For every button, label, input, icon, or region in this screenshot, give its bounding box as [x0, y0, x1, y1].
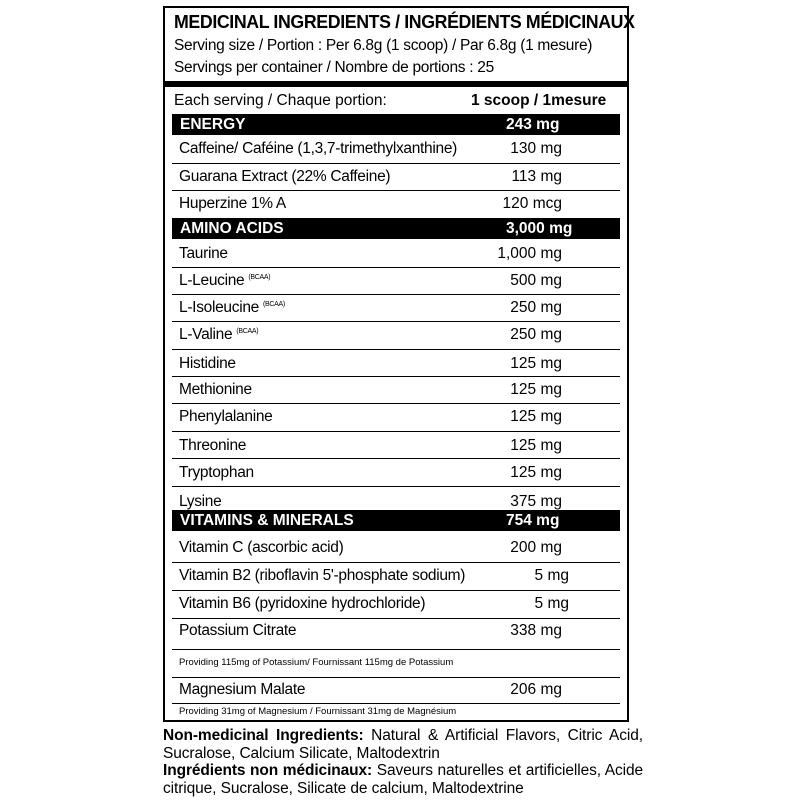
- non-medicinal-fr: [163, 762, 643, 797]
- non-medicinal-fr-label: Ingrédients non médicinaux:: [163, 762, 373, 779]
- section-header-amino-acids: [172, 218, 620, 239]
- ingredient-name-text: L-Leucine: [179, 272, 245, 289]
- section-header-energy: [172, 114, 620, 135]
- ingredient-amount: 338 mg: [510, 622, 562, 639]
- section-total: 3,000 mg: [506, 220, 573, 237]
- ingredient-amount: 125 mg: [510, 355, 562, 372]
- ingredient-name: Magnesium Malate: [179, 681, 306, 698]
- bcaa-tag: (BCAA): [263, 301, 285, 308]
- ingredient-row: [172, 239, 620, 268]
- serving-size: Serving size / Portion : Per 6.8g (1 scoop) / Par 6.8g (1 mesure): [174, 37, 593, 54]
- ingredient-note-row: [172, 649, 620, 678]
- ingredient-row: [172, 590, 620, 619]
- ingredient-amount: 125 mg: [510, 381, 562, 398]
- ingredient-amount: 113 mg: [511, 168, 562, 185]
- ingredient-amount: 125 mg: [510, 437, 562, 454]
- ingredient-row: [172, 677, 620, 704]
- ingredient-row: [172, 294, 620, 322]
- ingredient-name: Taurine: [179, 245, 228, 262]
- ingredient-name: [179, 326, 258, 344]
- ingredient-name-text: L-Isoleucine: [179, 299, 259, 316]
- ingredient-row: [172, 403, 620, 432]
- ingredient-amount: 130 mg: [510, 140, 562, 157]
- non-medicinal-en-label: Non-medicinal Ingredients:: [163, 727, 364, 744]
- ingredient-amount: 120 mcg: [502, 195, 562, 212]
- ingredient-name: Histidine: [179, 355, 236, 372]
- ingredient-row: [172, 349, 620, 377]
- ingredient-row: [172, 163, 620, 191]
- ingredient-name: Lysine: [179, 493, 222, 510]
- ingredient-amount: 125 mg: [510, 464, 562, 481]
- ingredient-row: [172, 562, 620, 591]
- ingredient-note-row: [172, 703, 620, 720]
- non-medicinal-en-text: Natural & Artificial Flavors, Citric Acid, Sucralose, Calcium Silicate, Maltodextrin: [163, 727, 643, 762]
- ingredient-name: Potassium Citrate: [179, 622, 297, 639]
- ingredient-name: Huperzine 1% A: [179, 195, 286, 212]
- ingredient-row: [172, 376, 620, 404]
- non-medicinal-fr-text: Saveurs naturelles et artificielles, Acide citrique, Sucralose, Silicate de calcium, Maltodextrine: [163, 762, 643, 797]
- ingredient-name: Vitamin C (ascorbic acid): [179, 539, 344, 556]
- ingredient-amount: 5 mg: [534, 595, 569, 612]
- ingredient-amount: 250 mg: [510, 326, 562, 343]
- ingredient-row: [172, 531, 620, 563]
- section-label: ENERGY: [180, 116, 246, 133]
- ingredient-name: Threonine: [179, 437, 247, 454]
- ingredient-note: Providing 31mg of Magnesium / Fournissant 31mg de Magnésium: [179, 706, 457, 717]
- ingredient-name: Vitamin B6 (pyridoxine hydrochloride): [179, 595, 426, 612]
- ingredient-name: Caffeine/ Caféine (1,3,7-trimethylxanthine): [179, 140, 458, 157]
- panel-title: MEDICINAL INGREDIENTS / INGRÉDIENTS MÉDICINAUX: [174, 11, 635, 32]
- section-total: 243 mg: [506, 116, 560, 133]
- each-serving-label: Each serving / Chaque portion:: [174, 92, 387, 109]
- servings-per-container: Servings per container / Nombre de portions : 25: [174, 59, 494, 76]
- section-header-vitamins-minerals: [172, 510, 620, 531]
- ingredient-note: Providing 115mg of Potassium/ Fournissant 115mg de Potassium: [179, 657, 454, 668]
- non-medicinal-en: [163, 727, 643, 762]
- ingredient-name: [179, 299, 285, 317]
- ingredient-row: [172, 135, 620, 164]
- ingredient-name: [179, 272, 270, 290]
- ingredient-amount: 206 mg: [510, 681, 562, 698]
- section-total: 754 mg: [506, 512, 560, 529]
- ingredient-name: Tryptophan: [179, 464, 254, 481]
- ingredient-amount: 1,000 mg: [497, 245, 562, 262]
- non-medicinal-ingredients: [163, 727, 643, 797]
- ingredient-name: Phenylalanine: [179, 408, 273, 425]
- ingredient-amount: 375 mg: [510, 493, 562, 510]
- ingredient-amount: 250 mg: [510, 299, 562, 316]
- each-serving-value: 1 scoop / 1mesure: [471, 92, 607, 109]
- ingredient-amount: 5 mg: [534, 567, 569, 584]
- ingredient-row: [172, 431, 620, 459]
- ingredient-amount: 500 mg: [510, 272, 562, 289]
- bcaa-tag: (BCAA): [248, 274, 271, 281]
- ingredients-panel: [163, 6, 635, 722]
- ingredient-name-text: L-Valine: [179, 326, 233, 343]
- ingredient-name: Vitamin B2 (riboflavin 5'-phosphate sodium): [179, 567, 466, 584]
- ingredient-row: [172, 267, 620, 295]
- section-label: VITAMINS & MINERALS: [180, 512, 354, 529]
- ingredient-name: Guarana Extract (22% Caffeine): [179, 168, 391, 185]
- ingredient-row: [172, 618, 620, 650]
- ingredient-row: [172, 190, 620, 218]
- ingredient-amount: 200 mg: [510, 539, 562, 556]
- bcaa-tag: (BCAA): [236, 328, 259, 335]
- thick-divider: [165, 81, 627, 87]
- ingredient-name: Methionine: [179, 381, 252, 398]
- ingredient-row: [172, 458, 620, 487]
- ingredient-row: [172, 321, 620, 350]
- section-label: AMINO ACIDS: [180, 220, 284, 237]
- ingredient-amount: 125 mg: [510, 408, 562, 425]
